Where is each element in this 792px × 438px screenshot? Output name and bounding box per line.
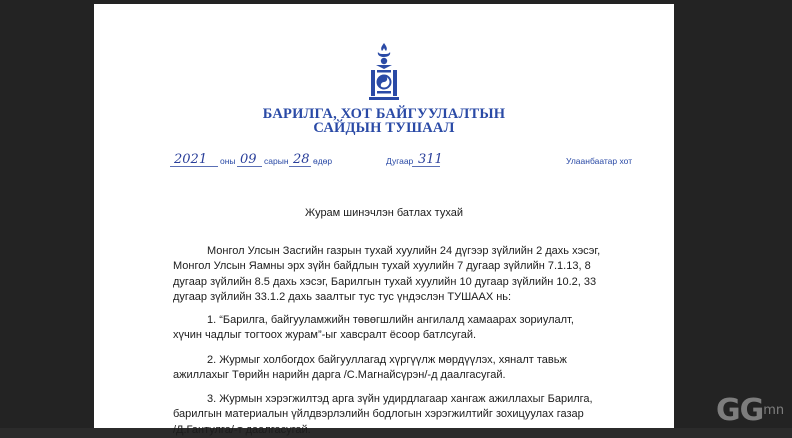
preamble-line-1: Монгол Улсын Засгийн газрын тухай хуулийн 24 дүгээр зүйлийн 2 дахь хэсэг,	[207, 245, 601, 257]
paragraph-item-2	[173, 353, 598, 384]
ministry-name-line1: БАРИЛГА, ХОТ БАЙГУУЛАЛТЫН	[262, 106, 506, 122]
order-number-label: Дугаар	[386, 156, 414, 166]
document-page	[94, 4, 674, 436]
preamble-line-4: дугаар зүйлийн 33.1.2 дахь заалтыг тус тус үндэслэн ТУШААХ нь:	[173, 291, 512, 304]
year-suffix-label: оны	[220, 156, 236, 166]
date-month: 09	[240, 152, 257, 167]
paragraph-item-1	[173, 313, 598, 344]
item-3-line-3: /Д.Гантулга/-т даалгасугай.	[173, 423, 311, 436]
date-year: 2021	[174, 152, 208, 167]
item-2-line-2: ажиллахыг Төрийн нарийн дарга /С.Магнайсүрэн/-д даалгасугай.	[173, 369, 506, 382]
item-1-line-1: 1. “Барилга, байгууламжийн төвөгшлийн ангилалд хамаарах зориулалт,	[207, 314, 574, 326]
preamble-line-3: дугаар зүйлийн 8.5 дахь хэсэг, Барилгын тухай хуулийн 10 дугаар зүйлийн 10.2, 33	[173, 275, 597, 288]
order-title: Журам шинэчлэн батлах тухай	[305, 207, 463, 219]
item-3-line-2: барилгын материалын үйлдвэрлэлийн бодлогын хэрэгжилтийг зохицуулах газар	[173, 408, 584, 421]
item-2-line-1: 2. Журмыг холбогдох байгууллагад хүргүүлж мөрдүүлэх, хяналт тавьж	[207, 354, 567, 366]
preamble-line-2: Монгол Улсын Яамны эрх зүйн байдлын тухай хуулийн 7 дугаар зүйлийн 7.1.13, 8	[173, 260, 591, 273]
date-day: 28	[293, 152, 310, 167]
paragraph-preamble	[173, 244, 601, 306]
paragraph-item-3	[173, 392, 598, 438]
city-label: Улаанбаатар хот	[566, 156, 633, 166]
day-suffix-label: өдөр	[313, 156, 333, 166]
soyombo-emblem-icon	[365, 42, 403, 102]
item-1-line-2: хүчин чадлыг тогтоох журам”-ыг хавсралт ёсоор батлсугай.	[173, 329, 477, 342]
item-3-line-1: 3. Журмын хэрэгжилтэд арга зүйн удирдлагаар хангаж ажиллахыг Барилга,	[207, 393, 593, 405]
month-suffix-label: сарын	[264, 156, 289, 166]
watermark-suffix: mn	[763, 403, 785, 418]
order-number-value: 311	[418, 152, 443, 167]
order-meta-line	[94, 149, 674, 173]
ministry-name-line2: САЙДЫН ТУШААЛ	[313, 120, 455, 136]
watermark-text: GG	[716, 393, 764, 428]
site-watermark	[716, 393, 785, 428]
